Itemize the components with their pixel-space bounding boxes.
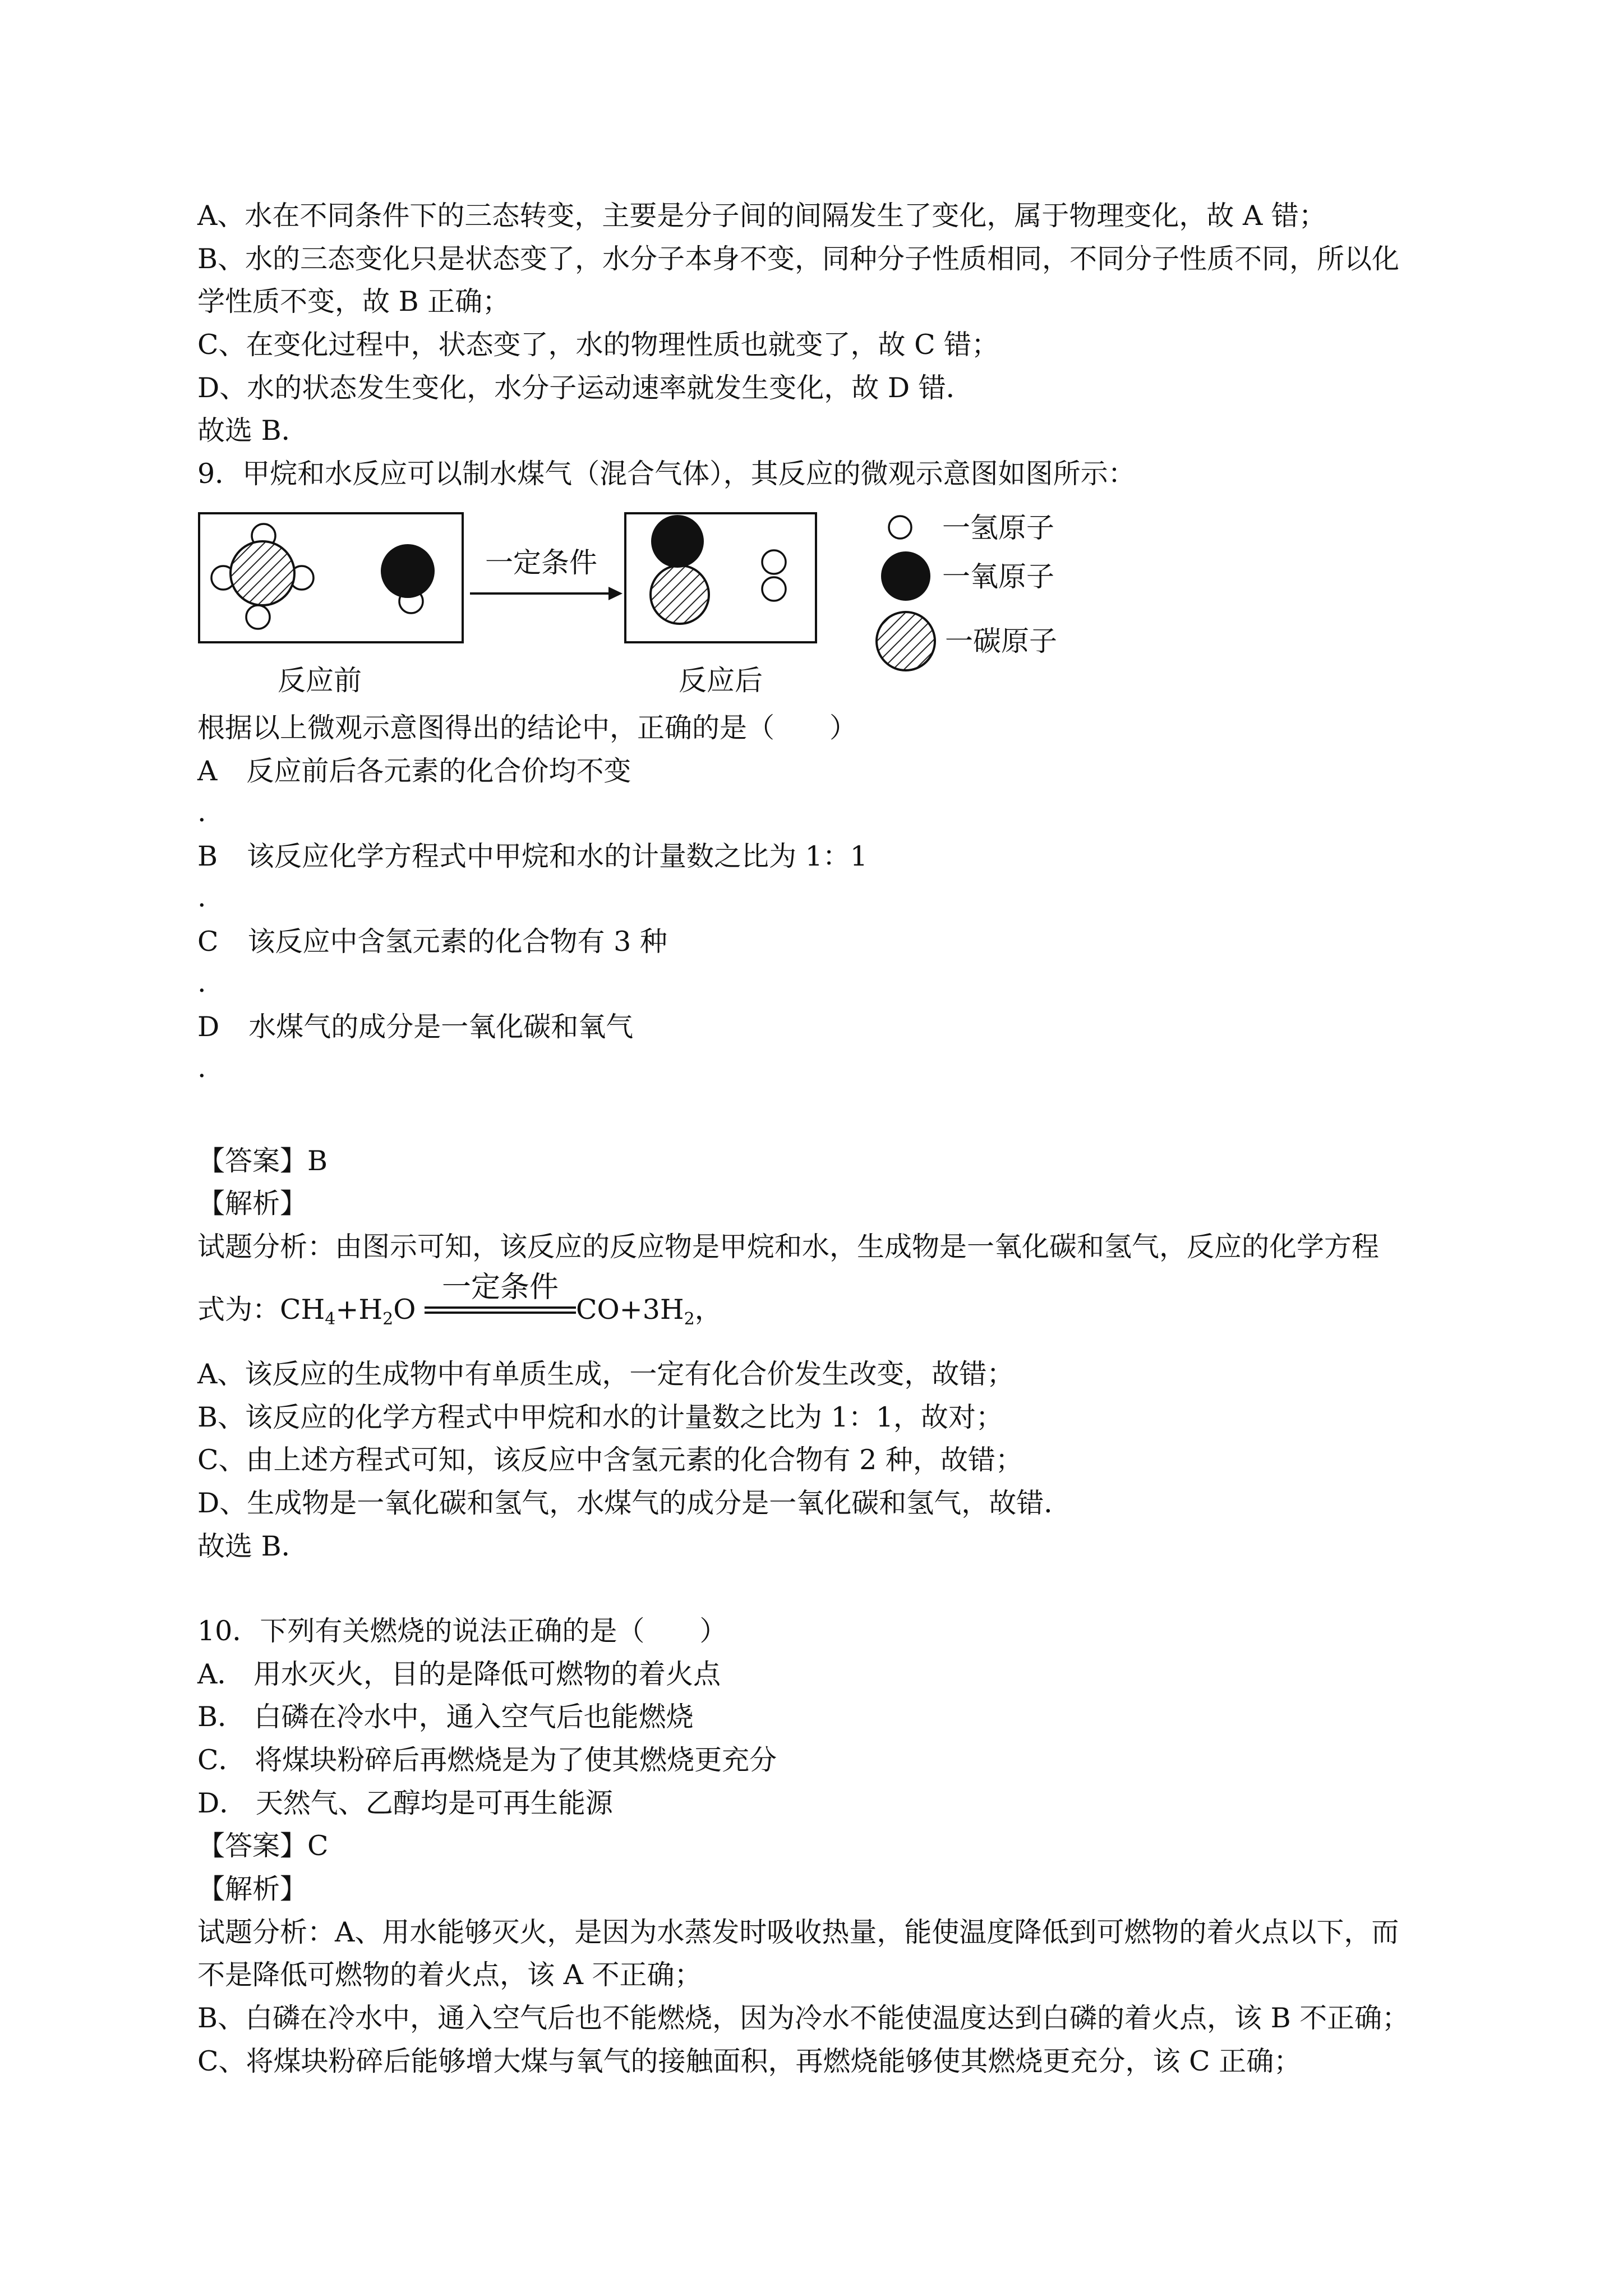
q10-analysis-c: C、将煤块粉碎后能够增大煤与氧气的接触面积，再燃烧能够使其燃烧更充分，该 C 正确； xyxy=(197,2045,1302,2077)
legend-hydrogen: 一氢原子 xyxy=(942,512,1054,544)
q10-option-a: A． 用水灭火，目的是降低可燃物的着火点 xyxy=(197,1658,721,1690)
q9-analysis-label: 【解析】 xyxy=(197,1188,308,1220)
q10-stem: 10．下列有关燃烧的说法正确的是（ ） xyxy=(197,1615,727,1647)
q10-analysis-a-line1: 试题分析：A、用水能够灭火，是因为水蒸发时吸收热量，能使温度降低到可燃物的着火点以下，而 xyxy=(197,1916,1399,1948)
option-text: 该反应化学方程式中甲烷和水的计量数之比为 1：1 xyxy=(247,840,868,872)
oxygen-legend-icon xyxy=(881,551,930,601)
q9-option-b xyxy=(197,840,868,873)
q10-option-b: B． 白磷在冷水中，通入空气后也能燃烧 xyxy=(197,1701,694,1733)
q8-analysis-d: D、水的状态发生变化，水分子运动速率就发生变化，故 D 错． xyxy=(197,372,974,404)
water-molecule-icon xyxy=(381,544,435,613)
after-label: 反应后 xyxy=(679,664,763,697)
q8-analysis-b-line2: 学性质不变，故 B 正确； xyxy=(197,286,510,318)
q9-analysis-d: D、生成物是一氧化碳和氢气，水煤气的成分是一氧化碳和氢气，故错． xyxy=(197,1487,1072,1519)
q9-analysis-c: C、由上述方程式可知，该反应中含氢元素的化合物有 2 种，故错； xyxy=(197,1444,1023,1476)
q9-option-a xyxy=(197,754,631,788)
option-letter: A xyxy=(197,755,218,787)
arrow-head-icon xyxy=(608,587,623,600)
q8-conclusion: 故选 B． xyxy=(197,415,309,447)
q9-option-d xyxy=(197,1010,633,1044)
option-letter: D xyxy=(197,1011,220,1043)
q10-analysis-label: 【解析】 xyxy=(197,1873,308,1905)
q9-conclusion: 故选 B． xyxy=(197,1530,309,1562)
q10-option-d: D． 天然气、乙醇均是可再生能源 xyxy=(197,1787,613,1819)
option-text: 反应前后各元素的化合价均不变 xyxy=(246,755,631,787)
q8-analysis-a: A、水在不同条件下的三态转变，主要是分子间的间隔发生了变化，属于物理变化，故 A 错； xyxy=(197,200,1326,232)
arrow-label: 一定条件 xyxy=(485,546,597,579)
q10-analysis-b: B、白磷在冷水中，通入空气后也不能燃烧，因为冷水不能使温度达到白磷的着火点，该 B 不正确； xyxy=(197,2002,1410,2034)
option-letter: C xyxy=(197,926,219,958)
carbon-legend-icon xyxy=(877,612,935,670)
chemical-equation: 式为：$CH_4+H_2O$ 一定条件 $CO+3H_2$， xyxy=(197,1271,722,1329)
q9-stem: 9．甲烷和水反应可以制水煤气（混合气体），其反应的微观示意图如图所示： xyxy=(197,458,1136,490)
option-text: 该反应中含氢元素的化合物有 3 种 xyxy=(247,926,667,958)
equation-condition: 一定条件 xyxy=(425,1293,576,1327)
hydrogen-molecule-icon xyxy=(762,550,786,601)
q10-analysis-a-line2: 不是降低可燃物的着火点，该 A 不正确； xyxy=(197,1959,702,1991)
carbon-monoxide-molecule-icon xyxy=(651,515,709,624)
q8-analysis-c: C、在变化过程中，状态变了，水的物理性质也就变了，故 C 错； xyxy=(197,329,999,361)
q9-analysis-intro: 试题分析：由图示可知，该反应的反应物是甲烷和水，生成物是一氧化碳和氢气，反应的化学方程 xyxy=(197,1231,1380,1263)
q9-question: 根据以上微观示意图得出的结论中，正确的是（ ） xyxy=(197,712,857,744)
option-letter: B xyxy=(197,840,218,872)
q9-analysis-b: B、该反应的化学方程式中甲烷和水的计量数之比为 1：1，故对； xyxy=(197,1401,1003,1433)
legend-oxygen: 一氧原子 xyxy=(942,560,1054,593)
option-text: 水煤气的成分是一氧化碳和氧气 xyxy=(248,1011,634,1043)
option-dot: . xyxy=(197,1052,206,1084)
q10-answer: 【答案】C xyxy=(197,1830,329,1862)
reaction-diagram xyxy=(191,505,1144,707)
q9-answer: 【答案】B xyxy=(197,1145,328,1177)
option-dot: . xyxy=(197,881,206,913)
hydrogen-legend-icon xyxy=(889,516,911,539)
q9-analysis-a: A、该反应的生成物中有单质生成，一定有化合价发生改变，故错； xyxy=(197,1358,1015,1390)
q10-option-c: C． 将煤块粉碎后再燃烧是为了使其燃烧更充分 xyxy=(197,1744,777,1776)
option-dot: . xyxy=(197,796,206,828)
q9-option-c xyxy=(197,925,667,959)
methane-molecule-icon xyxy=(211,524,313,629)
option-dot: . xyxy=(197,967,206,999)
q8-analysis-b-line1: B、水的三态变化只是状态变了，水分子本身不变，同种分子性质相同，不同分子性质不同，所以化 xyxy=(197,243,1400,275)
legend-carbon: 一碳原子 xyxy=(945,625,1057,657)
before-label: 反应前 xyxy=(278,664,362,697)
